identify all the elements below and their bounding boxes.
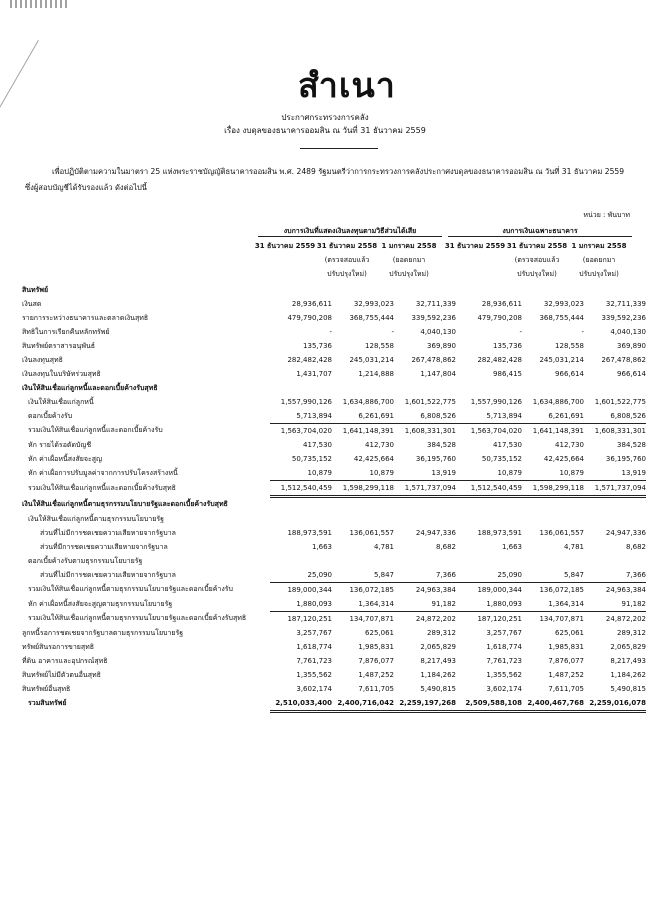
cell-value [394, 554, 456, 568]
cell-value: 1,608,331,301 [394, 424, 456, 439]
table-row [22, 466, 646, 481]
row-label: สิทธิในการเรียกคืนหลักทรัพย์ [22, 327, 110, 336]
row-label: สินทรัพย์อื่นสุทธิ [22, 684, 71, 693]
cell-value: 368,755,444 [349, 314, 394, 322]
cell-value [332, 554, 394, 568]
cell-value: 339,592,236 [411, 314, 456, 322]
row-label: เงินลงทุนในบริษัทร่วมสุทธิ [22, 369, 101, 378]
cell-value [394, 497, 456, 513]
cell-value: 50,735,152 [481, 455, 522, 463]
cell-value: 24,872,202 [394, 612, 456, 627]
cell-value: 8,682 [625, 543, 646, 551]
table-row [22, 339, 646, 353]
cell-value: 28,936,611 [481, 300, 522, 308]
cell-value: 7,761,723 [486, 657, 522, 665]
cell-value: 8,217,493 [610, 657, 646, 665]
cell-value: 8,217,493 [420, 657, 456, 665]
cell-value: 24,963,384 [584, 583, 646, 598]
cell-value [522, 381, 584, 395]
cell-value: 986,415 [493, 370, 522, 378]
cell-value: 7,876,077 [548, 657, 584, 665]
cell-value: 188,973,591 [287, 529, 332, 537]
cell-value: 1,214,888 [358, 370, 394, 378]
cell-value: 5,847 [522, 568, 584, 583]
row-label: สินทรัพย์ [22, 285, 49, 294]
column-subheader: ปรับปรุงใหม่) [327, 270, 367, 278]
cell-value: 4,781 [373, 543, 394, 551]
cell-value: 1,512,540,459 [270, 481, 332, 497]
table-row [22, 395, 646, 409]
cell-value: 1,880,093 [270, 597, 332, 612]
cell-value: 1,364,314 [522, 597, 584, 612]
cell-value [332, 497, 394, 513]
cell-value: 245,031,214 [349, 356, 394, 364]
intro-paragraph-line1: เพื่อปฏิบัติตามความในมาตรา 25 แห่งพระราชบัญญัติธนาคารออมสิน พ.ศ. 2489 รัฐมนตรีว่าการกระทรวงการคลังประกาศงบดุลของธนาคารออมสิน ณ วันที่ 31 ธันวาคม 2559 [52, 167, 625, 176]
cell-value: 4,040,130 [420, 328, 456, 336]
table-row [22, 612, 646, 627]
column-subheader: ปรับปรุงใหม่) [579, 270, 619, 278]
cell-value: 1,184,262 [420, 671, 456, 679]
cell-value: 25,090 [270, 568, 332, 583]
cell-value: 1,557,990,126 [280, 398, 332, 406]
table-row [22, 438, 646, 452]
row-label: เงินให้สินเชื่อแก่ลูกหนี้ตามธุรกรรมนโยบายรัฐ [28, 514, 164, 523]
row-label: รวมเงินให้สินเชื่อแก่ลูกหนี้และดอกเบี้ยค้างรับสุทธิ [28, 484, 176, 492]
cell-value: 24,947,336 [415, 529, 456, 537]
cell-value [456, 497, 522, 513]
cell-value: 6,808,526 [584, 409, 646, 424]
column-header: 31 ธันวาคม 2559 [254, 242, 316, 250]
cell-value: 966,614 [555, 370, 584, 378]
cell-value: 1,598,299,118 [522, 481, 584, 497]
row-label: ดอกเบี้ยค้างรับตามธุรกรรมนโยบายรัฐ [28, 556, 143, 565]
cell-value: 4,781 [563, 543, 584, 551]
table-row [22, 283, 646, 297]
cell-value: - [329, 328, 332, 336]
row-label: รวมเงินให้สินเชื่อแก่ลูกหนี้และดอกเบี้ยค้างรับ [28, 426, 163, 435]
cell-value: 128,558 [365, 342, 394, 350]
row-label: สินทรัพย์ตราสารอนุพันธ์ [22, 341, 96, 350]
cell-value: 479,790,208 [477, 314, 522, 322]
cell-value: 32,993,023 [353, 300, 394, 308]
cell-value [522, 497, 584, 513]
cell-value: 32,711,339 [605, 300, 646, 308]
scan-artifact [10, 0, 70, 8]
table-row [22, 297, 646, 311]
cell-value: 267,478,862 [601, 356, 646, 364]
cell-value: 32,993,023 [543, 300, 584, 308]
cell-value: 2,400,716,042 [332, 696, 394, 712]
cell-value: 189,000,344 [456, 583, 522, 598]
row-label: รายการระหว่างธนาคารและตลาดเงินสุทธิ [22, 313, 149, 322]
table-row [22, 311, 646, 325]
cell-value: 245,031,214 [539, 356, 584, 364]
table-row [22, 497, 646, 513]
cell-value: 1,634,886,700 [342, 398, 394, 406]
cell-value: 134,707,871 [522, 612, 584, 627]
column-subheader: (ยอดยกมา [582, 256, 616, 264]
cell-value: 13,919 [584, 466, 646, 481]
cell-value [456, 554, 522, 568]
table-row [22, 481, 646, 497]
table-row [22, 696, 646, 712]
cell-value: 42,425,664 [353, 455, 394, 463]
row-label: เงินลงทุนสุทธิ [22, 355, 63, 364]
cell-value [270, 497, 332, 513]
cell-value: 36,195,760 [605, 455, 646, 463]
cell-value: 1,601,522,775 [594, 398, 646, 406]
cell-value: 3,602,174 [296, 685, 332, 693]
cell-value [584, 283, 646, 297]
cell-value: 28,936,611 [291, 300, 332, 308]
cell-value [332, 512, 394, 526]
cell-value: 187,120,251 [456, 612, 522, 627]
cell-value: 13,919 [394, 466, 456, 481]
table-row [22, 626, 646, 640]
cell-value [394, 381, 456, 395]
cell-value [522, 554, 584, 568]
announcement-title: ประกาศกระทรวงการคลัง [281, 113, 369, 122]
cell-value [394, 283, 456, 297]
cell-value: 369,890 [427, 342, 456, 350]
table-row [22, 568, 646, 583]
cell-value: 91,182 [584, 597, 646, 612]
cell-value: 1,184,262 [610, 671, 646, 679]
cell-value: 412,730 [365, 441, 394, 449]
row-label: ทรัพย์สินรอการขายสุทธิ [22, 642, 95, 651]
table-row [22, 668, 646, 682]
group-rule-consolidated [258, 236, 442, 237]
cell-value: 135,736 [493, 342, 522, 350]
cell-value: 625,061 [365, 629, 394, 637]
cell-value: 5,713,894 [270, 409, 332, 424]
cell-value: 2,400,467,768 [522, 696, 584, 712]
cell-value: 187,120,251 [270, 612, 332, 627]
table-row [22, 682, 646, 696]
cell-value [584, 512, 646, 526]
row-label: ส่วนที่ไม่มีการชดเชยความเสียหายจากรัฐบาล [40, 528, 176, 537]
copy-stamp: สำเนา [298, 66, 396, 106]
cell-value [332, 381, 394, 395]
row-label: หัก รายได้รอตัดบัญชี [28, 440, 92, 449]
cell-value: 136,061,557 [349, 529, 394, 537]
cell-value: 1,601,522,775 [404, 398, 456, 406]
cell-value: 7,876,077 [358, 657, 394, 665]
cell-value [584, 497, 646, 513]
cell-value: 1,985,831 [548, 643, 584, 651]
cell-value: 10,879 [456, 466, 522, 481]
cell-value: 24,963,384 [394, 583, 456, 598]
cell-value: 1,364,314 [332, 597, 394, 612]
cell-value: 2,065,829 [610, 643, 646, 651]
cell-value: 1,487,252 [358, 671, 394, 679]
cell-value: 966,614 [617, 370, 646, 378]
cell-value [584, 381, 646, 395]
cell-value [456, 381, 522, 395]
cell-value: 479,790,208 [287, 314, 332, 322]
cell-value [270, 283, 332, 297]
cell-value: 5,490,815 [610, 685, 646, 693]
cell-value: 1,598,299,118 [332, 481, 394, 497]
cell-value: 1,557,990,126 [470, 398, 522, 406]
cell-value: 36,195,760 [415, 455, 456, 463]
cell-value: 1,563,704,020 [270, 424, 332, 439]
cell-value: 384,528 [617, 441, 646, 449]
cell-value: 7,611,705 [548, 685, 584, 693]
cell-value: 1,663 [311, 543, 332, 551]
cell-value: 2,259,016,078 [584, 696, 646, 712]
table-row [22, 353, 646, 367]
cell-value: 282,482,428 [477, 356, 522, 364]
cell-value: 1,608,331,301 [584, 424, 646, 439]
cell-value: 8,682 [435, 543, 456, 551]
cell-value: - [391, 328, 394, 336]
table-row [22, 512, 646, 526]
cell-value: 1,985,831 [358, 643, 394, 651]
announcement-subject: เรื่อง งบดุลของธนาคารออมสิน ณ วันที่ 31 ธันวาคม 2559 [224, 126, 426, 135]
cell-value [584, 554, 646, 568]
cell-value: - [581, 328, 584, 336]
cell-value: 24,872,202 [584, 612, 646, 627]
cell-value: 7,366 [584, 568, 646, 583]
cell-value: 32,711,339 [415, 300, 456, 308]
row-label: หัก ค่าเผื่อการปรับมูลค่าจากการปรับโครงสร้างหนี้ [28, 468, 178, 477]
cell-value: 6,261,691 [332, 409, 394, 424]
unit-label: หน่วย : พันบาท [583, 211, 630, 219]
cell-value: 42,425,664 [543, 455, 584, 463]
cell-value: 384,528 [427, 441, 456, 449]
cell-value [270, 381, 332, 395]
column-header: 1 มกราคม 2558 [571, 242, 627, 250]
cell-value: 1,618,774 [486, 643, 522, 651]
cell-value: 417,530 [303, 441, 332, 449]
cell-value: 289,312 [427, 629, 456, 637]
cell-value: 1,641,148,391 [332, 424, 394, 439]
cell-value [522, 283, 584, 297]
table-row [22, 583, 646, 598]
group-rule-bank-only [448, 236, 632, 237]
cell-value: 2,510,033,400 [270, 696, 332, 712]
cell-value: 368,755,444 [539, 314, 584, 322]
cell-value: 1,147,804 [420, 370, 456, 378]
cell-value: 25,090 [456, 568, 522, 583]
cell-value: 7,366 [394, 568, 456, 583]
cell-value: 10,879 [332, 466, 394, 481]
column-header: 31 ธันวาคม 2558 [506, 242, 568, 250]
cell-value: 339,592,236 [601, 314, 646, 322]
cell-value: 6,808,526 [394, 409, 456, 424]
cell-value [270, 554, 332, 568]
cell-value: 369,890 [617, 342, 646, 350]
cell-value: 1,634,886,700 [532, 398, 584, 406]
cell-value: 1,512,540,459 [456, 481, 522, 497]
row-label: ส่วนที่ไม่มีการชดเชยความเสียหายจากรัฐบาล [40, 570, 176, 579]
table-row [22, 540, 646, 554]
row-label: เงินให้สินเชื่อแก่ลูกหนี้ [28, 397, 94, 406]
column-subheader: ปรับปรุงใหม่) [389, 270, 429, 278]
cell-value: 135,736 [303, 342, 332, 350]
cell-value: 134,707,871 [332, 612, 394, 627]
table-row [22, 654, 646, 668]
group-header-bank-only: งบการเงินเฉพาะธนาคาร [502, 227, 578, 235]
cell-value: 625,061 [555, 629, 584, 637]
column-header: 1 มกราคม 2558 [381, 242, 437, 250]
row-label: หัก ค่าเผื่อหนี้สงสัยจะสูญตามธุรกรรมนโยบายรัฐ [28, 599, 173, 608]
cell-value: 10,879 [270, 466, 332, 481]
cell-value: 282,482,428 [287, 356, 332, 364]
cell-value: 5,847 [332, 568, 394, 583]
cell-value: 1,663 [501, 543, 522, 551]
table-row [22, 554, 646, 568]
cell-value: 136,061,557 [539, 529, 584, 537]
intro-paragraph-line2: ซึ่งผู้สอบบัญชีได้รับรองแล้ว ดังต่อไปนี้ [25, 183, 147, 192]
cell-value: 1,641,148,391 [522, 424, 584, 439]
cell-value: 1,571,737,094 [394, 481, 456, 497]
cell-value: 5,490,815 [420, 685, 456, 693]
cell-value: 3,257,767 [486, 629, 522, 637]
cell-value [394, 512, 456, 526]
cell-value: 1,355,562 [296, 671, 332, 679]
cell-value: 1,487,252 [548, 671, 584, 679]
cell-value: 267,478,862 [411, 356, 456, 364]
cell-value: 7,611,705 [358, 685, 394, 693]
row-label: ที่ดิน อาคารและอุปกรณ์สุทธิ [22, 656, 108, 665]
balance-sheet-table [22, 283, 646, 713]
cell-value: 5,713,894 [456, 409, 522, 424]
cell-value: 1,355,562 [486, 671, 522, 679]
cell-value: 1,880,093 [456, 597, 522, 612]
column-header: 31 ธันวาคม 2559 [444, 242, 506, 250]
row-label: สินทรัพย์ไม่มีตัวตนอื่นสุทธิ [22, 670, 101, 679]
row-label: รวมเงินให้สินเชื่อแก่ลูกหนี้ตามธุรกรรมนโยบายรัฐและดอกเบี้ยค้างรับ [28, 585, 233, 594]
cell-value: 1,571,737,094 [584, 481, 646, 497]
row-label: ลูกหนี้รอการชดเชยจากรัฐบาลตามธุรกรรมนโยบายรัฐ [22, 628, 184, 637]
table-row [22, 526, 646, 540]
cell-value: 4,040,130 [610, 328, 646, 336]
row-label: เงินให้สินเชื่อแก่ลูกหนี้ตามธุรกรรมนโยบายรัฐและดอกเบี้ยค้างรับสุทธิ [22, 499, 228, 508]
cell-value: 417,530 [493, 441, 522, 449]
cell-value: 50,735,152 [291, 455, 332, 463]
cell-value: 3,602,174 [486, 685, 522, 693]
row-label: เงินให้สินเชื่อแก่ลูกหนี้และดอกเบี้ยค้างรับสุทธิ [22, 383, 158, 392]
table-row [22, 367, 646, 381]
cell-value: 1,618,774 [296, 643, 332, 651]
column-subheader: (ตรวจสอบแล้ว [514, 256, 560, 264]
cell-value: 1,563,704,020 [456, 424, 522, 439]
table-row [22, 597, 646, 612]
cell-value: 136,072,185 [522, 583, 584, 598]
table-row [22, 325, 646, 339]
table-row [22, 640, 646, 654]
column-subheader: (ยอดยกมา [392, 256, 426, 264]
column-subheader: (ตรวจสอบแล้ว [324, 256, 370, 264]
cell-value: 6,261,691 [522, 409, 584, 424]
row-label: ดอกเบี้ยค้างรับ [28, 411, 73, 420]
cell-value: 3,257,767 [296, 629, 332, 637]
header-divider [300, 148, 378, 149]
cell-value [456, 283, 522, 297]
cell-value [456, 512, 522, 526]
cell-value: 412,730 [555, 441, 584, 449]
row-label: ส่วนที่มีการชดเชยความเสียหายจากรัฐบาล [40, 542, 168, 551]
row-label: รวมสินทรัพย์ [28, 699, 67, 708]
column-header: 31 ธันวาคม 2558 [316, 242, 378, 250]
cell-value: 1,431,707 [296, 370, 332, 378]
group-header-consolidated: งบการเงินที่แสดงเงินลงทุนตามวิธีส่วนได้เสีย [283, 227, 417, 235]
table-row [22, 452, 646, 466]
table-row [22, 409, 646, 424]
row-label: รวมเงินให้สินเชื่อแก่ลูกหนี้ตามธุรกรรมนโยบายรัฐและดอกเบี้ยค้างรับสุทธิ [28, 614, 247, 623]
cell-value [522, 512, 584, 526]
row-label: เงินสด [22, 299, 42, 308]
cell-value [332, 283, 394, 297]
cell-value: 91,182 [394, 597, 456, 612]
cell-value: 136,072,185 [332, 583, 394, 598]
cell-value: 128,558 [555, 342, 584, 350]
cell-value: 289,312 [617, 629, 646, 637]
cell-value: - [519, 328, 522, 336]
cell-value: 2,259,197,268 [394, 696, 456, 712]
cell-value: 188,973,591 [477, 529, 522, 537]
table-row [22, 424, 646, 439]
cell-value [270, 512, 332, 526]
cell-value: 7,761,723 [296, 657, 332, 665]
cell-value: 2,509,588,108 [456, 696, 522, 712]
row-label: หัก ค่าเผื่อหนี้สงสัยจะสูญ [28, 454, 102, 463]
cell-value: 10,879 [522, 466, 584, 481]
table-row [22, 381, 646, 395]
cell-value: 24,947,336 [605, 529, 646, 537]
cell-value: 189,000,344 [270, 583, 332, 598]
cell-value: 2,065,829 [420, 643, 456, 651]
column-subheader: ปรับปรุงใหม่) [517, 270, 557, 278]
